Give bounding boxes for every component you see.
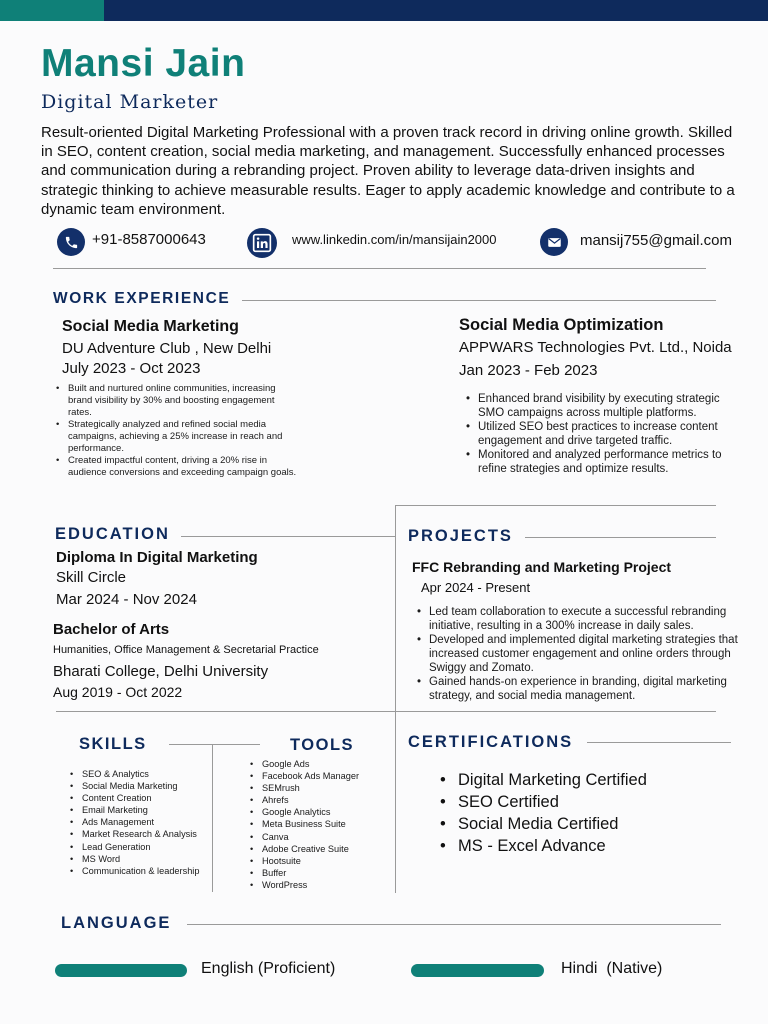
list-item: • Content Creation: [68, 792, 210, 804]
education-dates: Aug 2019 - Oct 2022: [53, 684, 183, 700]
list-item: • Ahrefs: [248, 794, 388, 806]
degree-subjects: Humanities, Office Management & Secretarial Practice: [53, 644, 319, 656]
proficiency-bar: [411, 964, 544, 977]
list-item: • Communication & leadership: [68, 865, 210, 877]
job-title: Social Media Optimization: [459, 316, 664, 334]
divider: [525, 537, 716, 538]
certifications-heading: CERTIFICATIONS: [408, 733, 574, 751]
job-company: DU Adventure Club , New Delhi: [62, 340, 272, 357]
list-item: • Meta Business Suite: [248, 818, 388, 830]
linkedin-icon: [247, 228, 277, 258]
list-item: • Lead Generation: [68, 841, 210, 853]
list-item: • WordPress: [248, 879, 388, 891]
tools-list: [248, 758, 388, 891]
divider: [53, 268, 706, 269]
list-item: • Hootsuite: [248, 855, 388, 867]
project-title: FFC Rebranding and Marketing Project: [412, 559, 672, 575]
school-name: Bharati College, Delhi University: [53, 663, 269, 680]
list-item: • Buffer: [248, 867, 388, 879]
job-dates: July 2023 - Oct 2023: [62, 360, 201, 377]
skills-heading: SKILLS: [79, 735, 147, 753]
divider: [169, 744, 260, 745]
list-item: • Social Media Marketing: [68, 780, 210, 792]
list-item: • SEO & Analytics: [68, 768, 210, 780]
job-dates: Jan 2023 - Feb 2023: [459, 362, 598, 379]
certifications-list: [438, 769, 738, 857]
list-item: • Email Marketing: [68, 804, 210, 816]
divider: [56, 711, 716, 712]
candidate-name: Mansi Jain: [41, 42, 246, 85]
list-item: • SEMrush: [248, 782, 388, 794]
work-experience-heading: WORK EXPERIENCE: [53, 290, 231, 307]
phone-icon: [57, 228, 85, 256]
list-item: • Facebook Ads Manager: [248, 770, 388, 782]
proficiency-bar: [55, 964, 187, 977]
list-item: • MS - Excel Advance: [438, 835, 738, 857]
tools-heading: TOOLS: [290, 736, 355, 754]
list-item: • Digital Marketing Certified: [438, 769, 738, 791]
project-dates: Apr 2024 - Present: [421, 580, 531, 595]
list-item: • Developed and implemented digital marketing strategies that increased customer engagement and online orders through Swiggy and Zomato.: [415, 633, 750, 675]
education-dates: Mar 2024 - Nov 2024: [56, 591, 197, 608]
divider: [396, 505, 716, 506]
email-icon: [540, 228, 568, 256]
divider: [187, 924, 721, 925]
job-company: APPWARS Technologies Pvt. Ltd., Noida: [459, 339, 732, 356]
list-item: • MS Word: [68, 853, 210, 865]
list-item: • Canva: [248, 831, 388, 843]
list-item: • Market Research & Analysis: [68, 828, 210, 840]
education-heading: EDUCATION: [55, 525, 170, 543]
list-item: • Utilized SEO best practices to increase content engagement and drive targeted traffic.: [464, 420, 746, 448]
list-item: • Social Media Certified: [438, 813, 738, 835]
list-item: • Google Ads: [248, 758, 388, 770]
degree-title: Diploma In Digital Marketing: [56, 549, 258, 566]
list-item: • SEO Certified: [438, 791, 738, 813]
list-item: • Ads Management: [68, 816, 210, 828]
list-item: • Strategically analyzed and refined social media campaigns, achieving a 25% increase in reach and performance.: [54, 419, 300, 455]
language-label: Hindi (Native): [561, 960, 663, 977]
job-bullets: [54, 383, 300, 479]
column-divider: [212, 744, 213, 892]
list-item: • Enhanced brand visibility by executing strategic SMO campaigns across multiple platforms.: [464, 392, 746, 420]
list-item: • Led team collaboration to execute a successful rebranding initiative, resulting in a 300% increase in daily sales.: [415, 605, 750, 633]
list-item: • Built and nurtured online communities, increasing brand visibility by 30% and boosting engagement rates.: [54, 383, 300, 419]
list-item: • Monitored and analyzed performance metrics to refine strategies and optimize results.: [464, 448, 746, 476]
phone-number[interactable]: +91-8587000643: [92, 231, 206, 248]
skills-list: [68, 768, 210, 877]
school-name: Skill Circle: [56, 569, 127, 586]
divider: [587, 742, 731, 743]
projects-heading: PROJECTS: [408, 527, 513, 545]
column-divider: [395, 505, 396, 893]
degree-title: Bachelor of Arts: [53, 621, 170, 638]
top-bar-accent: [0, 0, 104, 21]
job-title: Social Media Marketing: [62, 318, 239, 335]
email-address[interactable]: mansij755@gmail.com: [580, 232, 732, 249]
job-bullets: [464, 392, 746, 476]
divider: [181, 536, 395, 537]
list-item: • Created impactful content, driving a 20% rise in audience conversions and exceeding campaign goals.: [54, 455, 300, 479]
top-bar: [104, 0, 768, 21]
divider: [242, 300, 716, 301]
candidate-role: Digital Marketer: [41, 91, 219, 113]
list-item: • Gained hands-on experience in branding, digital marketing strategy, and social media management.: [415, 675, 750, 703]
project-bullets: [415, 605, 750, 703]
summary: Result-oriented Digital Marketing Professional with a proven track record in driving online growth. Skilled in SEO, content creation, social media marketing, and management. Successfully enhanced processes and communication during a rebranding project. Proven ability to leverage data-driven insights and strategic thinking to achieve measurable results. Eager to apply academic knowledge and contribute to a dynamic team environment.: [41, 124, 735, 218]
language-heading: LANGUAGE: [61, 914, 172, 932]
list-item: • Adobe Creative Suite: [248, 843, 388, 855]
list-item: • Google Analytics: [248, 806, 388, 818]
language-label: English (Proficient): [201, 960, 336, 977]
linkedin-url[interactable]: www.linkedin.com/in/mansijain2000: [292, 232, 497, 247]
